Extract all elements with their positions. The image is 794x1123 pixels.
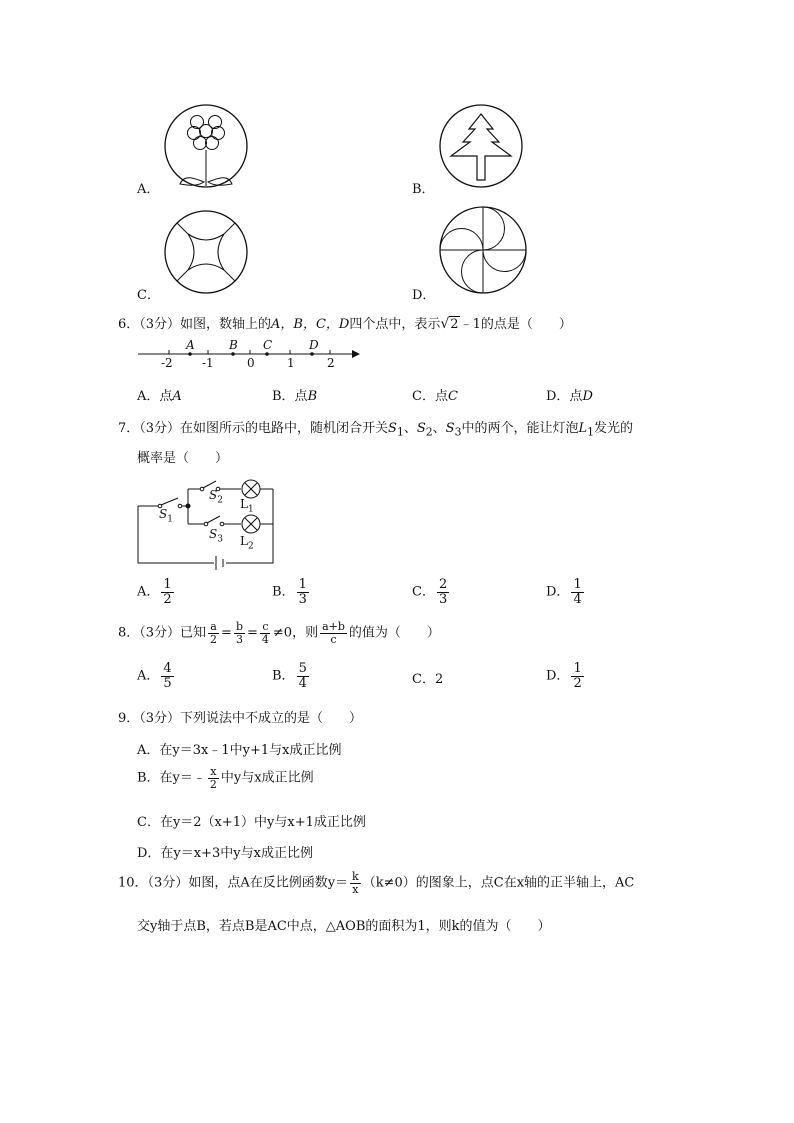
axis-point-c: C — [263, 338, 273, 352]
q8-choice-c: C．2 — [412, 672, 444, 687]
q7-choice-c: C． $\frac{2}{3}$ — [412, 577, 448, 607]
q7-choice-d: D． $\frac{1}{4}$ — [546, 577, 582, 607]
axis-point-a: A — [186, 338, 195, 352]
axis-tick-2: 2 — [327, 356, 335, 370]
q9-stem: 9．（3分）下列说法中不成立的是（ ） — [118, 711, 363, 726]
tree-icon — [439, 104, 523, 188]
q9-choice-c: C．在y＝2（x+1）中y与x+1成正比例 — [137, 815, 366, 830]
q10-stem-line1: 10．（3分）如图，点A在反比例函数y＝ $\frac{k}{x}$ （k≠0）的图象上，点C在x轴的正半轴上，AC — [118, 870, 635, 896]
q7-stem-line2: 概率是（ ） — [137, 451, 229, 466]
q7-choice-a: A． $\frac{1}{2}$ — [137, 577, 172, 607]
q10-stem-line2: 交y轴于点B，若点B是AC中点，△AOB的面积为1，则k的值为（ ） — [137, 919, 551, 934]
circuit-label-s1: $S_1$ — [159, 507, 173, 525]
q5-option-c-label: C． — [137, 288, 160, 303]
flower-icon — [164, 104, 248, 188]
q8-choice-b: B． $\frac{5}{4}$ — [272, 661, 307, 691]
q8-choice-a: A． $\frac{4}{5}$ — [137, 661, 172, 691]
q9-choice-a: A．在y＝3x﹣1中y+1与x成正比例 — [137, 743, 342, 758]
axis-point-b: B — [229, 338, 238, 352]
q5-option-b-label: B． — [412, 182, 435, 197]
q8-choice-d: D． $\frac{1}{2}$ — [546, 661, 582, 691]
q5-option-a-label: A． — [137, 182, 160, 197]
q6-choice-c: C．点C — [412, 389, 458, 404]
q6-choice-b: B．点B — [272, 389, 318, 404]
axis-tick-1: 1 — [287, 356, 295, 370]
axis-tick-neg1: -1 — [202, 356, 214, 370]
q6-choice-a: A．点A — [137, 389, 182, 404]
axis-point-d: D — [309, 338, 319, 352]
q8-stem: 8．（3分）已知 $\frac{a}{2}$ = $\frac{b}{3}$ = $\frac{c}{4}$ ≠0，则 $\frac{a+b}{c}$ 的值为（ ） — [118, 620, 440, 646]
q6-choice-d: D．点D — [546, 389, 593, 404]
q7-stem-line1: 7．（3分）在如图所示的电路中，随机闭合开关$S_1$、$S_2$、$S_3$中的两个，能让灯泡$L_1$发光的 — [118, 421, 634, 439]
q9-choice-d: D．在y＝x+3中y与x成正比例 — [137, 846, 313, 861]
circuit-label-l2: $L_2$ — [240, 534, 254, 552]
circuit-label-s3: $S_3$ — [209, 527, 223, 545]
q5-option-d-label: D． — [412, 288, 436, 303]
pinwheel-icon — [439, 206, 527, 294]
axis-tick-neg2: -2 — [161, 356, 173, 370]
circuit-label-l1: $L_1$ — [240, 497, 254, 515]
q6-stem: 6．（3分）如图，数轴上的A，B，C，D四个点中，表示√2﹣1的点是（ ） — [118, 316, 572, 332]
circuit-label-s2: $S_2$ — [209, 488, 223, 506]
q7-choice-b: B． $\frac{1}{3}$ — [272, 577, 307, 607]
q9-choice-b: B．在y＝﹣ $\frac{x}{2}$ 中y与x成正比例 — [137, 765, 314, 791]
concave-square-icon — [164, 210, 248, 294]
axis-tick-0: 0 — [247, 356, 255, 370]
